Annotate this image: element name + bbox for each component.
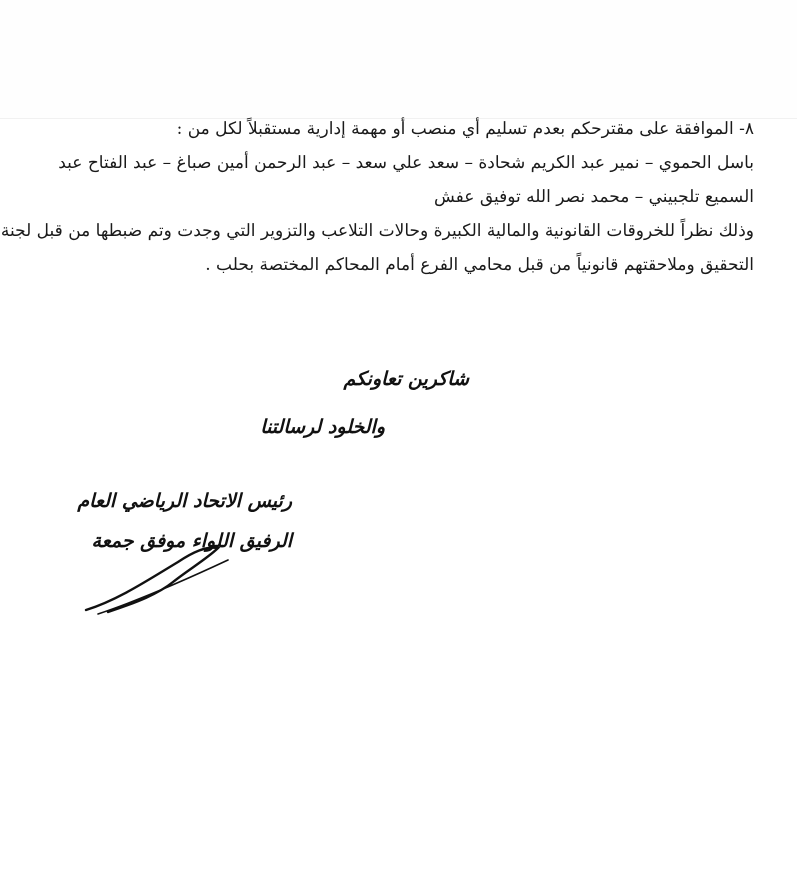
reason-line-1: وذلك نظراً للخروقات القانونية والمالية الكبيرة وحالات التلاعب والتزوير التي وجدت وتم ضبطها من قبل لجنة xyxy=(0,221,754,241)
closing-thanks: شاكرين تعاونكم xyxy=(343,368,469,390)
letter-body xyxy=(0,112,754,282)
names-line-1: باسل الحموي – نمير عبد الكريم شحادة – سعد علي سعد – عبد الرحمن أمين صباغ – عبد الفتاح عبد xyxy=(58,153,754,173)
handwritten-signature xyxy=(78,540,238,620)
signatory-name: الرفيق اللواء موفق جمعة xyxy=(91,530,292,552)
signatory-title: رئيس الاتحاد الرياضي العام xyxy=(77,490,292,512)
names-line-2: السميع تلجبيني – محمد نصر الله توفيق عفش xyxy=(434,187,754,207)
blank-top-area xyxy=(0,0,797,118)
reason-line-2: التحقيق وملاحقتهم قانونياً من قبل محامي الفرع أمام المحاكم المختصة بحلب . xyxy=(205,255,754,275)
item-8-line: ٨- الموافقة على مقترحكم بعدم تسليم أي منصب أو مهمة إدارية مستقبلاً لكل من : xyxy=(176,119,754,139)
closing-glory: والخلود لرسالتنا xyxy=(260,416,385,438)
